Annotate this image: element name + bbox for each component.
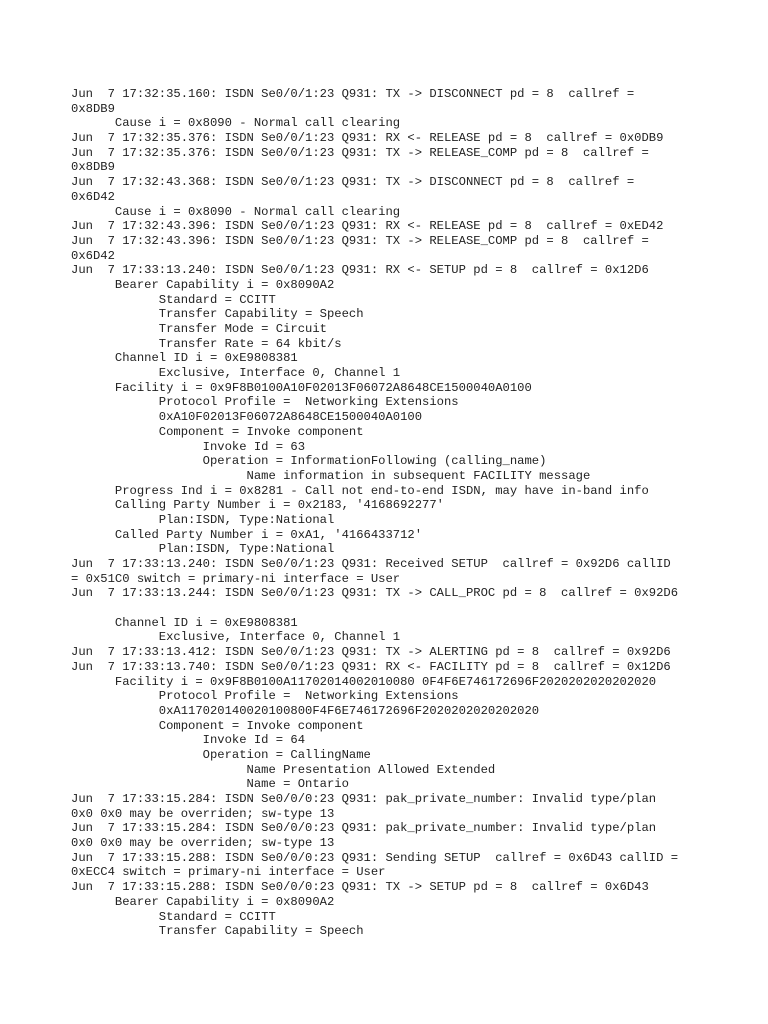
log-line: 0xECC4 switch = primary-ni interface = User	[71, 865, 386, 880]
log-line: Plan:ISDN, Type:National	[71, 542, 335, 557]
log-line: Cause i = 0x8090 - Normal call clearing	[71, 204, 401, 219]
log-line: Transfer Mode = Circuit	[71, 322, 327, 336]
log-line: Channel ID i = 0xE9808381	[71, 615, 298, 630]
log-line: 0x8DB9	[71, 101, 115, 116]
log-line: Name Presentation Allowed Extended	[71, 762, 496, 777]
log-line: Jun 7 17:32:35.160: ISDN Se0/0/1:23 Q931: TX -> DISCONNECT pd = 8 callref =	[71, 87, 635, 101]
log-line: Jun 7 17:32:43.396: ISDN Se0/0/1:23 Q931: TX -> RELEASE_COMP pd = 8 callref =	[71, 233, 649, 248]
log-line: Called Party Number i = 0xA1, '4166433712'	[71, 527, 423, 542]
log-line: Protocol Profile = Networking Extensions	[71, 395, 459, 410]
log-line: Facility i = 0x9F8B0100A10F02013F06072A8648CE1500040A0100	[71, 380, 532, 395]
log-line: Standard = CCITT	[71, 909, 276, 924]
log-line: 0x6D42	[71, 248, 115, 263]
log-line: Jun 7 17:32:43.368: ISDN Se0/0/1:23 Q931: TX -> DISCONNECT pd = 8 callref =	[71, 175, 635, 190]
log-line: Plan:ISDN, Type:National	[71, 512, 335, 527]
log-line: 0xA10F02013F06072A8648CE1500040A0100	[71, 410, 423, 425]
log-line: Jun 7 17:33:13.244: ISDN Se0/0/1:23 Q931: TX -> CALL_PROC pd = 8 callref = 0x92D6	[71, 586, 679, 601]
log-line: Jun 7 17:32:35.376: ISDN Se0/0/1:23 Q931: RX <- RELEASE pd = 8 callref = 0x0DB9	[71, 131, 664, 146]
log-line: Channel ID i = 0xE9808381	[71, 351, 298, 366]
log-line: Operation = InformationFollowing (calling_name)	[71, 454, 547, 469]
log-line	[71, 601, 731, 616]
log-line: Operation = CallingName	[71, 747, 371, 762]
log-line: Jun 7 17:32:43.396: ISDN Se0/0/1:23 Q931: RX <- RELEASE pd = 8 callref = 0xED42	[71, 219, 664, 234]
log-line: Jun 7 17:33:13.740: ISDN Se0/0/1:23 Q931: RX <- FACILITY pd = 8 callref = 0x12D6	[71, 659, 671, 674]
log-line: Transfer Capability = Speech	[71, 307, 364, 322]
log-line: Jun 7 17:32:35.376: ISDN Se0/0/1:23 Q931: TX -> RELEASE_COMP pd = 8 callref =	[71, 145, 649, 160]
log-line: Progress Ind i = 0x8281 - Call not end-to-end ISDN, may have in-band info	[71, 483, 649, 498]
log-line: = 0x51C0 switch = primary-ni interface = User	[71, 571, 401, 586]
log-line: 0x8DB9	[71, 160, 115, 175]
log-line: 0x0 0x0 may be overriden; sw-type 13	[71, 836, 335, 851]
log-line: Jun 7 17:33:15.288: ISDN Se0/0/0:23 Q931: TX -> SETUP pd = 8 callref = 0x6D43	[71, 880, 649, 895]
log-line: Facility i = 0x9F8B0100A11702014002010080 0F4F6E746172696F2020202020202020	[71, 674, 657, 689]
log-line: 0x0 0x0 may be overriden; sw-type 13	[71, 806, 335, 821]
log-line: Jun 7 17:33:13.240: ISDN Se0/0/1:23 Q931: RX <- SETUP pd = 8 callref = 0x12D6	[71, 263, 649, 278]
log-line: Invoke Id = 63	[71, 439, 306, 454]
log-line: 0x6D42	[71, 189, 115, 204]
log-line: Name = Ontario	[71, 777, 349, 792]
log-line: Jun 7 17:33:15.284: ISDN Se0/0/0:23 Q931: pak_private_number: Invalid type/plan	[71, 792, 657, 806]
log-line: Calling Party Number i = 0x2183, '4168692277'	[71, 498, 444, 513]
log-line: Jun 7 17:33:13.240: ISDN Se0/0/1:23 Q931: Received SETUP callref = 0x92D6 callID	[71, 557, 671, 571]
log-line: 0xA117020140020100800F4F6E746172696F2020202020202020	[71, 703, 540, 718]
log-line: Component = Invoke component	[71, 718, 364, 733]
log-line: Jun 7 17:33:13.412: ISDN Se0/0/1:23 Q931: TX -> ALERTING pd = 8 callref = 0x92D6	[71, 645, 671, 660]
log-line: Transfer Capability = Speech	[71, 924, 364, 939]
log-line: Standard = CCITT	[71, 292, 276, 307]
log-line: Component = Invoke component	[71, 424, 364, 439]
log-line: Jun 7 17:33:15.288: ISDN Se0/0/0:23 Q931: Sending SETUP callref = 0x6D43 callID =	[71, 850, 679, 865]
log-line: Jun 7 17:33:15.284: ISDN Se0/0/0:23 Q931: pak_private_number: Invalid type/plan	[71, 821, 657, 836]
log-line: Bearer Capability i = 0x8090A2	[71, 894, 335, 909]
log-document	[71, 87, 731, 939]
log-line: Cause i = 0x8090 - Normal call clearing	[71, 116, 401, 131]
log-line: Protocol Profile = Networking Extensions	[71, 689, 459, 704]
log-line: Name information in subsequent FACILITY message	[71, 468, 591, 483]
log-line: Transfer Rate = 64 kbit/s	[71, 336, 342, 351]
log-line: Exclusive, Interface 0, Channel 1	[71, 630, 401, 645]
log-line: Invoke Id = 64	[71, 733, 306, 748]
log-line: Exclusive, Interface 0, Channel 1	[71, 366, 401, 381]
log-line: Bearer Capability i = 0x8090A2	[71, 277, 335, 292]
